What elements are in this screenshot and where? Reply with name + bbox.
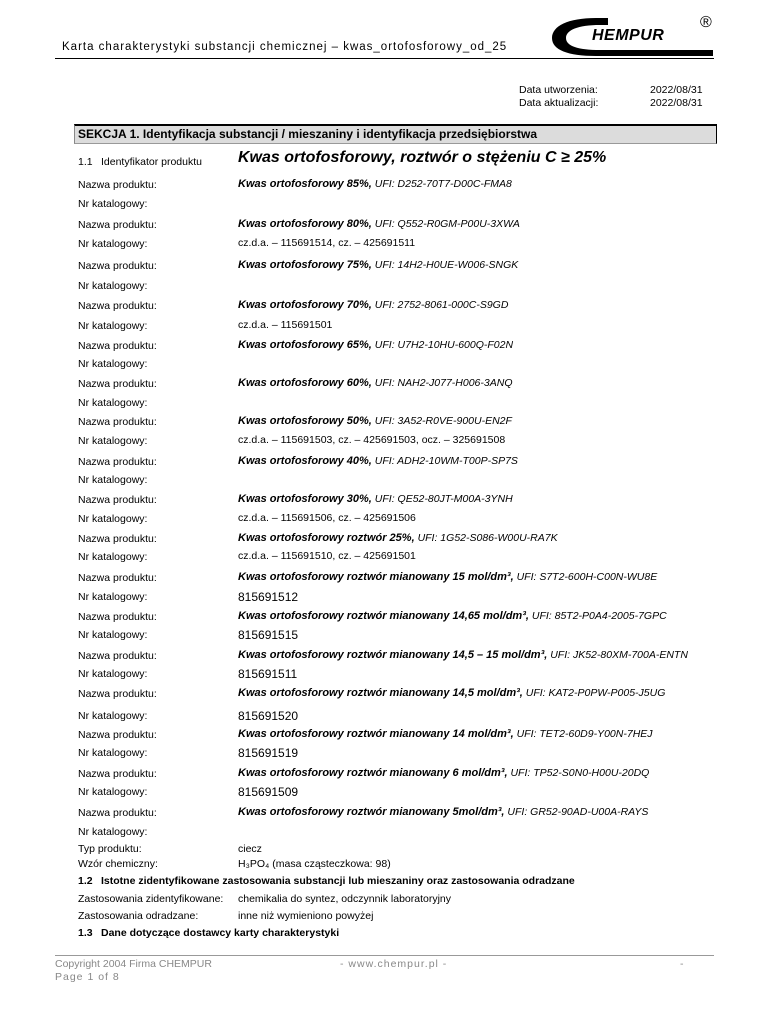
subsection-number: 1.1 [78,156,93,168]
product-name-label: Nazwa produktu: [78,260,157,272]
catalog-number-label: Nr katalogowy: [78,397,148,409]
product-ufi: UFI: KAT2-P0PW-P005-J5UG [525,687,666,699]
catalog-number-value: 815691511 [238,667,298,681]
subsection-label: Identyfikator produktu [101,156,202,168]
product-name: Kwas ortofosforowy roztwór mianowany 6 mol/dm³, [238,767,508,779]
product-name-value [238,767,649,779]
logo-wordmark: HEMPUR [592,27,665,44]
product-ufi: UFI: GR52-90AD-U00A-RAYS [507,806,649,818]
catalog-number-label: Nr katalogowy: [78,747,148,759]
product-type-label: Typ produktu: [78,843,142,855]
product-name: Kwas ortofosforowy 80%, [238,218,372,230]
catalog-number-value: cz.d.a. – 115691510, cz. – 425691501 [238,550,416,562]
product-name-value [238,571,657,583]
product-name-value [238,339,513,351]
product-name: Kwas ortofosforowy roztwór mianowany 14,5 mol/dm³, [238,687,523,699]
catalog-number-value: 815691519 [238,746,299,760]
footer-copyright: Copyright 2004 Firma CHEMPUR [55,958,212,970]
catalog-number-label: Nr katalogowy: [78,474,148,486]
product-name-label: Nazwa produktu: [78,340,157,352]
product-name: Kwas ortofosforowy roztwór mianowany 14,5 – 15 mol/dm³, [238,649,548,661]
footer-dash: - [680,958,684,970]
product-name-value [238,532,558,544]
footer-divider [55,955,714,956]
product-name-value [238,455,518,467]
product-name: Kwas ortofosforowy 30%, [238,493,372,505]
subsection-label: Istotne zidentyfikowane zastosowania substancji lub mieszaniny oraz zastosowania odradzane [101,875,575,887]
catalog-number-value: 815691512 [238,590,299,604]
product-name-label: Nazwa produktu: [78,572,157,584]
product-ufi: UFI: 2752-8061-000C-S9GD [374,299,509,311]
product-name: Kwas ortofosforowy 70%, [238,299,372,311]
section-heading: SEKCJA 1. Identyfikacja substancji / mieszaniny i identyfikacja przedsiębiorstwa [78,127,538,141]
product-name-label: Nazwa produktu: [78,533,157,545]
subsection-label: Dane dotyczące dostawcy karty charakterystyki [101,927,340,939]
product-name-value [238,299,508,311]
footer-page-number: Page 1 of 8 [55,971,120,983]
catalog-number-value: cz.d.a. – 115691501 [238,319,333,331]
product-name-value [238,415,512,427]
product-name-value [238,218,520,230]
product-name: Kwas ortofosforowy 50%, [238,415,372,427]
catalog-number-label: Nr katalogowy: [78,591,148,603]
product-name-label: Nazwa produktu: [78,456,157,468]
product-ufi: UFI: TP52-S0N0-H00U-20DQ [510,767,650,779]
product-ufi: UFI: S7T2-600H-C00N-WU8E [516,571,658,583]
identified-uses-value: chemikalia do syntez, odczynnik laboratoryjny [238,893,452,905]
catalog-number-value: cz.d.a. – 115691514, cz. – 425691511 [238,237,416,249]
updated-label: Data aktualizacji: [519,97,599,109]
product-name-label: Nazwa produktu: [78,768,157,780]
product-name: Kwas ortofosforowy roztwór mianowany 14,65 mol/dm³, [238,610,529,622]
product-name-value [238,806,648,818]
advised-against-value: inne niż wymieniono powyżej [238,910,374,922]
advised-against-label: Zastosowania odradzane: [78,910,199,922]
product-name-value [238,610,667,622]
catalog-number-label: Nr katalogowy: [78,786,148,798]
catalog-number-label: Nr katalogowy: [78,513,148,525]
catalog-number-value: 815691520 [238,709,299,723]
catalog-number-label: Nr katalogowy: [78,198,148,210]
product-name: Kwas ortofosforowy 85%, [238,178,372,190]
product-name-label: Nazwa produktu: [78,494,157,506]
catalog-number-label: Nr katalogowy: [78,320,148,332]
product-name: Kwas ortofosforowy roztwór mianowany 14 mol/dm³, [238,728,514,740]
product-ufi: UFI: QE52-80JT-M00A-3YNH [374,493,513,505]
subsection-number: 1.3 [78,927,93,939]
product-ufi: UFI: D252-70T7-D00C-FMA8 [374,178,512,190]
product-ufi: UFI: 14H2-H0UE-W006-SNGK [374,259,519,271]
formula-label: Wzór chemiczny: [78,858,158,870]
created-label: Data utworzenia: [519,84,598,96]
product-name-label: Nazwa produktu: [78,611,157,623]
product-ufi: UFI: NAH2-J077-H006-3ANQ [374,377,513,389]
product-ufi: UFI: JK52-80XM-700A-ENTN [550,649,688,661]
catalog-number-label: Nr katalogowy: [78,710,148,722]
created-value: 2022/08/31 [650,84,703,96]
product-ufi: UFI: Q552-R0GM-P00U-3XWA [374,218,520,230]
product-name: Kwas ortofosforowy roztwór 25%, [238,532,415,544]
product-name-label: Nazwa produktu: [78,179,157,191]
product-name-label: Nazwa produktu: [78,729,157,741]
catalog-number-value: 815691509 [238,785,299,799]
formula-value: H₃PO₄ (masa cząsteczkowa: 98) [238,858,391,870]
product-name-label: Nazwa produktu: [78,650,157,662]
product-name-value [238,649,688,661]
product-name: Kwas ortofosforowy 65%, [238,339,372,351]
product-name-label: Nazwa produktu: [78,378,157,390]
registered-mark: ® [700,14,712,31]
catalog-number-label: Nr katalogowy: [78,280,148,292]
product-name-value [238,493,513,505]
product-name-label: Nazwa produktu: [78,219,157,231]
header-divider [55,58,714,59]
catalog-number-label: Nr katalogowy: [78,668,148,680]
catalog-number-label: Nr katalogowy: [78,358,148,370]
identified-uses-label: Zastosowania zidentyfikowane: [78,893,224,905]
product-name-label: Nazwa produktu: [78,807,157,819]
product-ufi: UFI: 85T2-P0A4-2005-7GPC [531,610,667,622]
catalog-number-label: Nr katalogowy: [78,629,148,641]
catalog-number-label: Nr katalogowy: [78,826,148,838]
product-name-value [238,178,512,190]
catalog-number-value: cz.d.a. – 115691506, cz. – 425691506 [238,512,416,524]
product-name: Kwas ortofosforowy 75%, [238,259,372,271]
product-name: Kwas ortofosforowy roztwór mianowany 15 mol/dm³, [238,571,514,583]
product-name: Kwas ortofosforowy 60%, [238,377,372,389]
product-ufi: UFI: TET2-60D9-Y00N-7HEJ [516,728,653,740]
product-identifier-title: Kwas ortofosforowy, roztwór o stężeniu C ≥ 25% [238,149,607,166]
catalog-number-value: cz.d.a. – 115691503, cz. – 425691503, ocz. – 325691508 [238,434,506,446]
product-name-label: Nazwa produktu: [78,688,157,700]
product-name: Kwas ortofosforowy roztwór mianowany 5mol/dm³, [238,806,505,818]
product-ufi: UFI: ADH2-10WM-T00P-SP7S [374,455,518,467]
product-ufi: UFI: U7H2-10HU-600Q-F02N [374,339,514,351]
product-type-value: ciecz [238,843,262,855]
subsection-number: 1.2 [78,875,93,887]
product-name: Kwas ortofosforowy 40%, [238,455,372,467]
updated-value: 2022/08/31 [650,97,703,109]
product-ufi: UFI: 1G52-S086-W00U-RA7K [417,532,558,544]
product-name-value [238,377,513,389]
product-name-value [238,259,518,271]
product-ufi: UFI: 3A52-R0VE-900U-EN2F [374,415,512,427]
catalog-number-label: Nr katalogowy: [78,238,148,250]
catalog-number-label: Nr katalogowy: [78,435,148,447]
catalog-number-value: 815691515 [238,628,299,642]
catalog-number-label: Nr katalogowy: [78,551,148,563]
product-name-label: Nazwa produktu: [78,300,157,312]
product-name-value [238,728,653,740]
footer-website: - www.chempur.pl - [340,958,448,970]
product-name-value [238,687,665,699]
document-title: Karta charakterystyki substancji chemicznej – kwas_ortofosforowy_od_25 [62,41,508,53]
product-name-label: Nazwa produktu: [78,416,157,428]
